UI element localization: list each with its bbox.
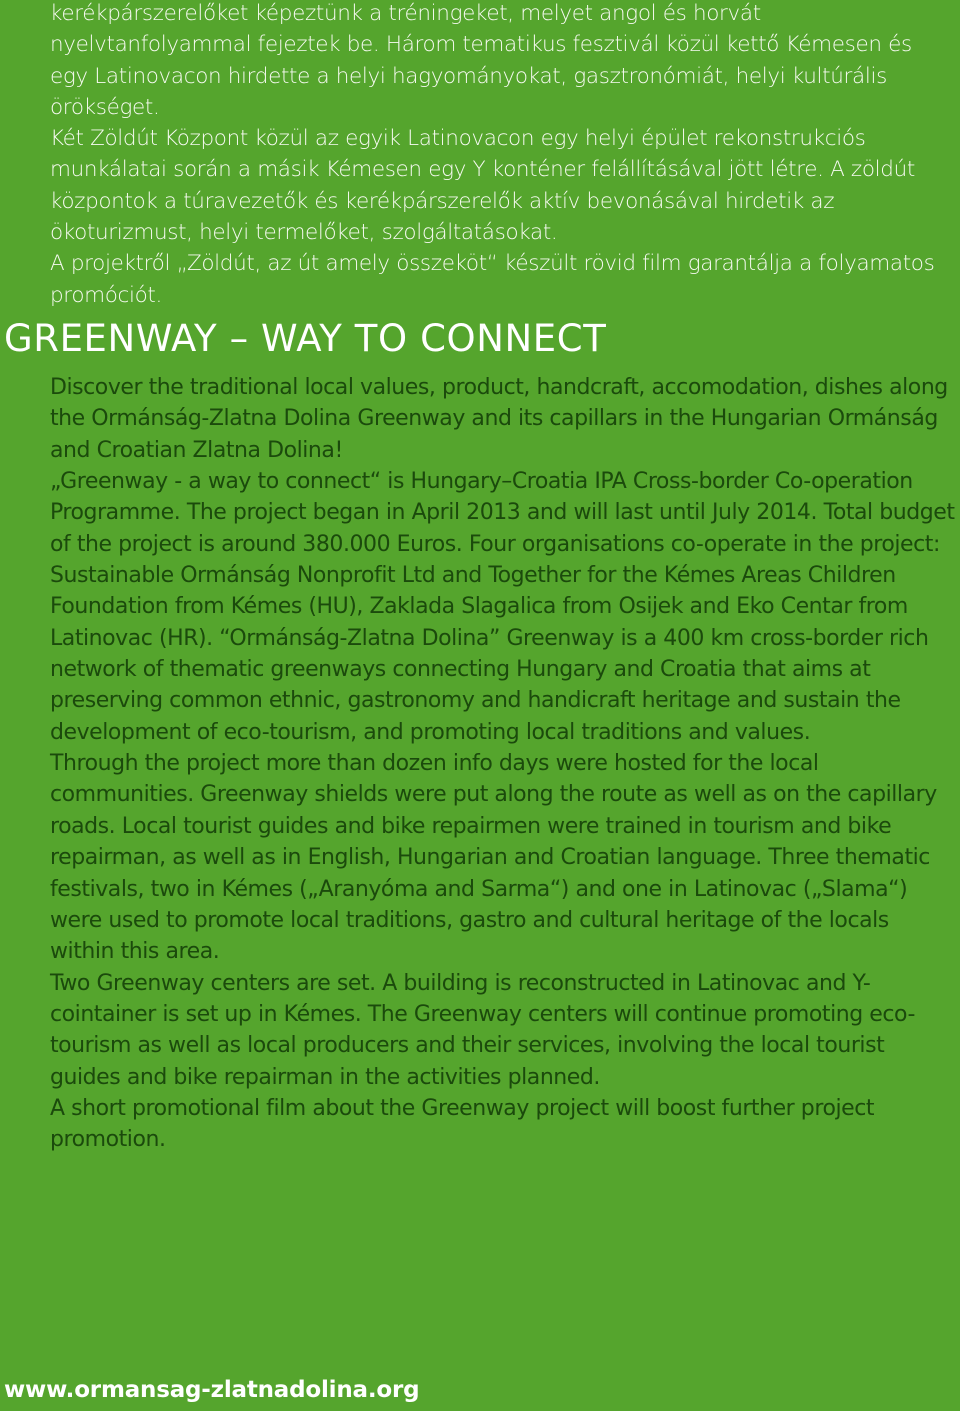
hungarian-paragraph-2: Két Zöldút Központ közül az egyik Latinovacon egy helyi épület rekonstrukciós munkálatai során a másik Kémesen egy Y konténer felállításával jött létre. A zöldút központok a túravezetők és kerékpárszerelők aktív bevonásával hirdetik az ökoturizmust, helyi termelőket, szolgáltatásokat. <box>50 126 915 246</box>
english-paragraph-2: „Greenway - a way to connect“ is Hungary–Croatia IPA Cross-border Co-operation Programme. The project began in April 2013 and will last until July 2014. Total budget of the project is around 380.000 Euros. Four organisations co-operate in the project: Sustainable Ormánság Nonprofit Ltd and Together for the Kémes Areas Children Foundation from Kémes (HU), Zaklada Slagalica from Osijek and Eko Centar from Latinovac (HR). “Ormánság-Zlatna Dolina” Greenway is a 400 km cross-border rich network of thematic greenways connecting Hungary and Croatia that aims at preserving common ethnic, gastronomy and handicraft heritage and sustain the development of eco-tourism, and promoting local traditions and values. <box>50 469 955 745</box>
hungarian-paragraph-3: A projektről „Zöldút, az út amely összeköt“ készült rövid film garantálja a folyamatos promóciót. <box>50 251 935 308</box>
english-paragraph-3: Through the project more than dozen info days were hosted for the local communities. Greenway shields were put along the route as well as on the capillary roads. Local tourist guides and bike repairmen were trained in tourism and bike repairman, as well as in English, Hungarian and Croatian language. Three thematic festivals, two in Kémes („Aranyóma and Sarma“) and one in Latinovac („Slama“) were used to promote local traditions, gastro and cultural heritage of the locals within this area. <box>50 751 937 965</box>
section-title: GREENWAY – WAY TO CONNECT <box>4 317 607 360</box>
hungarian-paragraph-1: kerékpárszerelőket képeztünk a tréningeket, melyet angol és horvát nyelvtanfolyammal fejeztek be. Három tematikus fesztivál közül kettő Kémesen és egy Latinovacon hirdette a helyi hagyományokat, gasztronómiát, helyi kultúrális örökséget. <box>50 1 912 120</box>
english-paragraph-4: Two Greenway centers are set. A building is reconstructed in Latinovac and Y-cointainer is set up in Kémes. The Greenway centers will continue promoting eco-tourism as well as local producers and their services, involving the local tourist guides and bike repairman in the activities planned. <box>50 970 915 1090</box>
footer-website-url: www.ormansag-zlatnadolina.org <box>4 1377 420 1403</box>
english-paragraph-1: Discover the traditional local values, product, handcraft, accomodation, dishes along the Ormánság-Zlatna Dolina Greenway and its capillars in the Hungarian Ormánság and Croatian Zlatna Dolina! <box>50 375 948 463</box>
hungarian-text-block <box>50 0 950 311</box>
english-paragraph-5: A short promotional film about the Greenway project will boost further project promotion. <box>50 1095 875 1153</box>
english-text-block <box>50 372 955 1156</box>
